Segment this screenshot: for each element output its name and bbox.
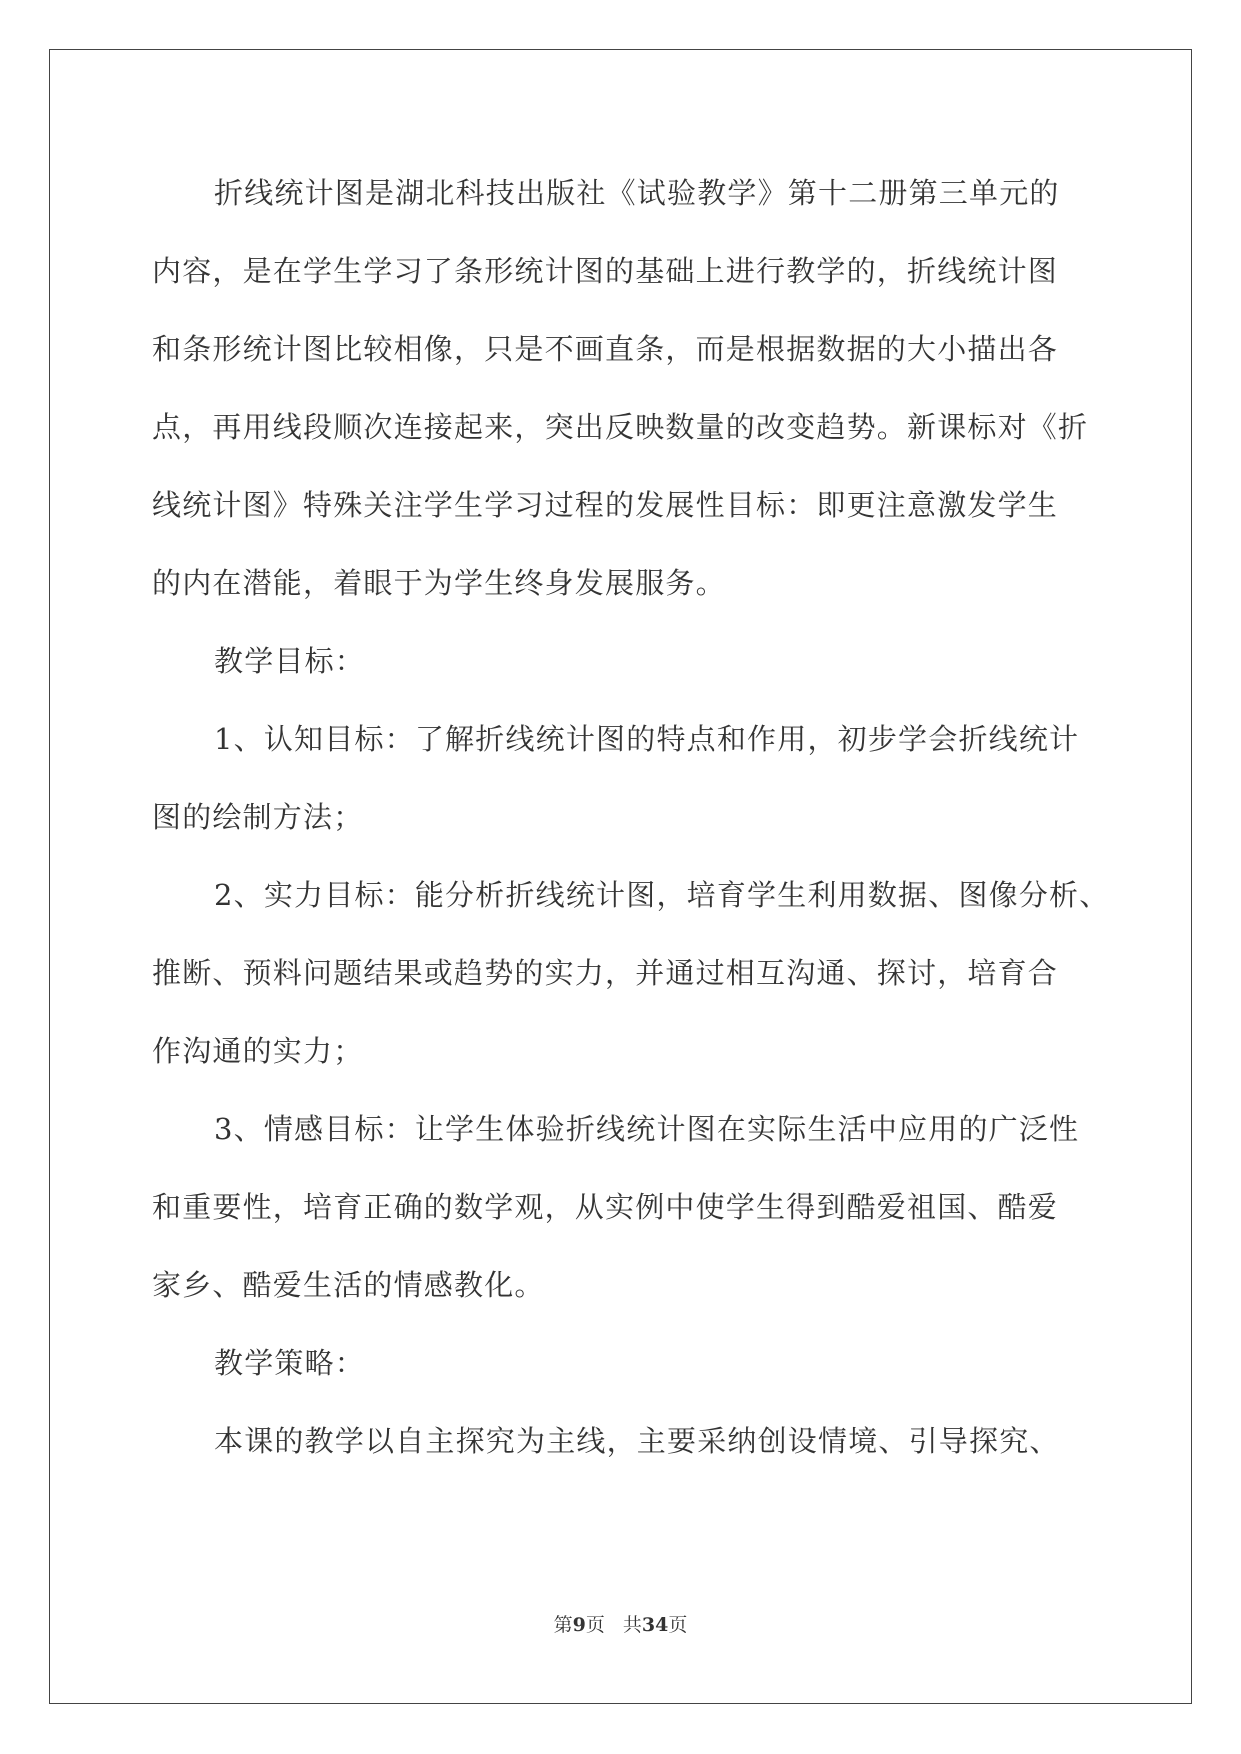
heading-line: 教学目标： [214, 644, 366, 678]
paragraph-goal-3 [152, 1090, 1092, 1324]
text-line: 内容，是在学生学习了条形统计图的基础上进行教学的，折线统计图 [152, 254, 1059, 288]
goals-heading [152, 622, 1092, 700]
total-pages: 34 [641, 1614, 669, 1636]
text-line: 推断、预料问题结果或趋势的实力，并通过相互沟通、探讨，培育合 [152, 956, 1059, 990]
text-line: 图的绘制方法； [152, 800, 364, 834]
text-line: 3、情感目标：让学生体验折线统计图在实际生活中应用的广泛性 [214, 1112, 1080, 1146]
page-prefix: 第 [553, 1614, 573, 1636]
total-suffix: 页 [668, 1614, 688, 1636]
strategy-heading [152, 1324, 1092, 1402]
text-line: 的内在潜能，着眼于为学生终身发展服务。 [152, 566, 726, 600]
paragraph-intro [152, 154, 1092, 622]
document-body [152, 154, 1110, 1480]
text-line: 和条形统计图比较相像，只是不画直条，而是根据数据的大小描出各 [152, 332, 1059, 366]
text-line: 家乡、酷爱生活的情感教化。 [152, 1268, 545, 1302]
page-footer [0, 1610, 1241, 1637]
text-line: 1、认知目标：了解折线统计图的特点和作用，初步学会折线统计 [214, 722, 1080, 756]
text-line: 2、实力目标：能分析折线统计图，培育学生利用数据、图像分析、 [214, 878, 1110, 912]
heading-line: 教学策略： [214, 1346, 366, 1380]
text-line: 折线统计图是湖北科技出版社《试验教学》第十二册第三单元的 [214, 176, 1060, 210]
text-line: 作沟通的实力； [152, 1034, 364, 1068]
text-line: 和重要性，培育正确的数学观，从实例中使学生得到酷爱祖国、酷爱 [152, 1190, 1059, 1224]
text-line: 本课的教学以自主探究为主线，主要采纳创设情境、引导探究、 [214, 1424, 1060, 1458]
page-suffix: 页 [585, 1614, 605, 1636]
paragraph-goal-2 [152, 856, 1110, 1090]
total-prefix: 共 [622, 1614, 642, 1636]
page-number: 9 [572, 1614, 586, 1636]
text-line: 点，再用线段顺次连接起来，突出反映数量的改变趋势。新课标对《折 [152, 410, 1089, 444]
paragraph-strategy [152, 1402, 1092, 1480]
text-line: 线统计图》特殊关注学生学习过程的发展性目标：即更注意激发学生 [152, 488, 1059, 522]
paragraph-goal-1 [152, 700, 1092, 856]
